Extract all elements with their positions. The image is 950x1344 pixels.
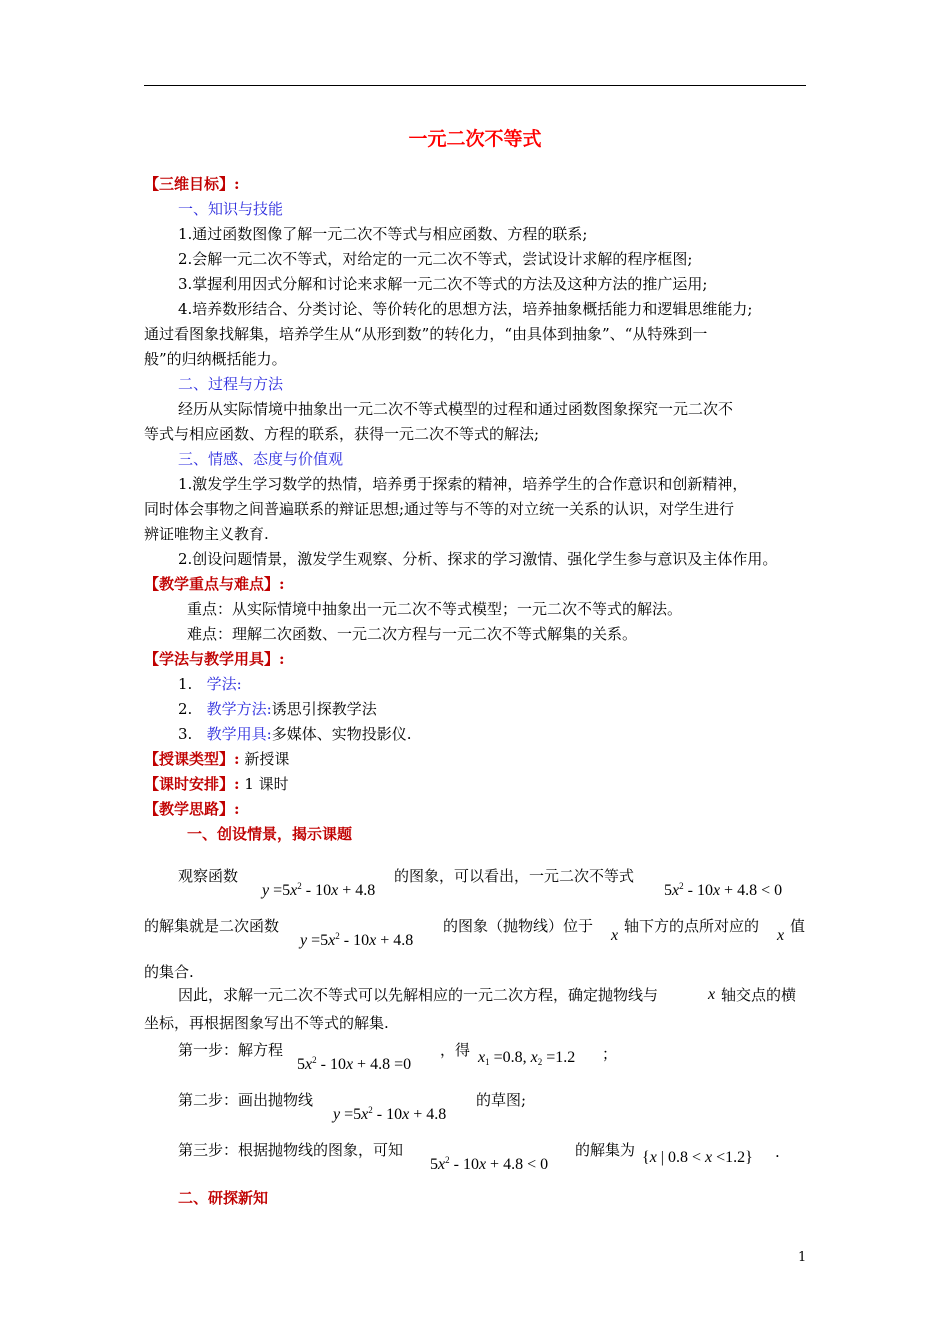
page-title: 一元二次不等式 — [408, 128, 542, 150]
knowledge-item-4: 4.培养数形结合、分类讨论、等价转化的思想方法，培养抽象概括能力和逻辑思维能力; — [178, 300, 753, 318]
formula-function-2: $y =5x^2 - 10x + 4.8$ — [300, 931, 414, 949]
process-text-cont: 等式与相应函数、方程的联系，获得一元二次不等式的解法; — [144, 425, 540, 443]
formula-inequality-2: $5x^2 - 10x + 4.8 < 0$ — [430, 1155, 549, 1173]
process-text: 经历从实际情境中抽象出一元二次不等式模型的过程和通过函数图象探究一元二次不 — [178, 400, 734, 418]
thinking-part-2: 二、研探新知 — [178, 1189, 269, 1207]
method-2-number: 2. — [178, 700, 193, 718]
knowledge-item-4-cont: 通过看图象找解集，培养学生从“从形到数”的转化力，“由具体到抽象”、“从特殊到一 — [144, 325, 708, 343]
solset-text: 的解集就是二次函数 — [144, 917, 280, 935]
lesson-type-value: 新授课 — [244, 750, 290, 768]
formula-function-3: $y =5x^2 - 10x + 4.8$ — [333, 1105, 447, 1123]
key-heading: 【教学重点与难点】: — [144, 575, 285, 593]
knowledge-item-2: 2.会解一元二次不等式，对给定的一元二次不等式，尝试设计求解的程序框图; — [178, 250, 693, 268]
emotion-item-1: 1.激发学生学习数学的热情，培养勇于探索的精神，培养学生的合作意识和创新精神， — [178, 475, 748, 493]
emotion-item-1-end: 辨证唯物主义教育. — [144, 525, 269, 543]
header-rule — [144, 85, 806, 86]
collection-text: 的集合. — [144, 963, 194, 981]
method-3-number: 3. — [178, 725, 193, 743]
goals-section-1: 一、知识与技能 — [178, 200, 284, 218]
step-3-end: . — [775, 1143, 780, 1161]
step-1-end: ； — [602, 1045, 618, 1063]
therefore-text-cont: 坐标，再根据图象写出不等式的解集. — [144, 1014, 389, 1032]
method-2-label: 教学方法: — [206, 700, 272, 718]
schedule-value: 1 课时 — [244, 775, 289, 793]
formula-inequality-1: $5x^2 - 10x + 4.8 < 0$ — [664, 881, 783, 899]
solset-end: 值 — [790, 917, 806, 935]
emotion-item-2: 2.创设问题情景，激发学生观察、分析、探求的学习激情、强化学生参与意识及主体作用。 — [178, 550, 778, 568]
therefore-text-b: 轴交点的横 — [721, 986, 797, 1004]
method-3-text: 多媒体、实物投影仪. — [271, 725, 412, 743]
step-2-end: 的草图; — [476, 1091, 527, 1109]
thinking-heading: 【教学思路】: — [144, 800, 240, 818]
observe-text: 观察函数 — [178, 867, 239, 885]
step-1-text: 第一步：解方程 — [178, 1041, 284, 1059]
knowledge-item-1: 1.通过函数图像了解一元二次不等式与相应函数、方程的联系; — [178, 225, 588, 243]
formula-solution-set: {x | 0.8 < x <1.2} — [642, 1149, 753, 1166]
formula-equation: $5x^2 - 10x + 4.8 =0$ — [297, 1055, 412, 1073]
solset-mid: 的图象（抛物线）位于 — [443, 917, 594, 935]
method-3-label: 教学用具: — [206, 725, 272, 743]
method-1-number: 1. — [178, 675, 193, 693]
knowledge-item-3: 3.掌握利用因式分解和讨论来求解一元二次不等式的方法及这种方法的推广运用; — [178, 275, 708, 293]
method-2-text: 诱思引探教学法 — [271, 700, 377, 718]
lesson-type — [144, 749, 289, 769]
schedule — [144, 774, 289, 794]
methods-heading: 【学法与教学用具】: — [144, 650, 285, 668]
step-3-text: 第三步：根据抛物线的图象，可知 — [178, 1141, 404, 1159]
observe-mid: 的图象，可以看出，一元二次不等式 — [394, 867, 635, 885]
method-item-3 — [178, 724, 411, 744]
var-x-1: x — [611, 927, 619, 944]
formula-roots: $x_1 =0.8$, $x_2 =1.2$ — [478, 1049, 576, 1067]
emotion-item-1-cont: 同时体会事物之间普遍联系的辩证思想;通过等与不等的对立统一关系的认识，对学生进行 — [144, 500, 735, 518]
solset-axis: 轴下方的点所对应的 — [624, 917, 760, 935]
formula-function-1: $y =5x^2 - 10x + 4.8$ — [262, 881, 376, 899]
step-2-text: 第二步：画出抛物线 — [178, 1091, 314, 1109]
lesson-type-label: 【授课类型】: — [144, 750, 240, 768]
goals-heading: 【三维目标】: — [144, 175, 240, 193]
key-focus: 重点：从实际情境中抽象出一元二次不等式模型；一元二次不等式的解法。 — [187, 600, 683, 618]
schedule-label: 【课时安排】: — [144, 775, 240, 793]
method-item-2 — [178, 699, 377, 719]
method-item-1 — [178, 674, 242, 694]
thinking-part-1: 一、创设情景，揭示课题 — [187, 825, 353, 843]
key-difficulty: 难点：理解二次函数、一元二次方程与一元二次不等式解集的关系。 — [187, 625, 638, 643]
therefore-text: 因此，求解一元二次不等式可以先解相应的一元二次方程，确定抛物线与 — [178, 986, 659, 1004]
page-number: 1 — [798, 1250, 807, 1265]
var-x-3: x — [708, 986, 716, 1003]
method-1-label: 学法: — [206, 675, 242, 693]
var-x-2: x — [777, 927, 785, 944]
goals-section-3: 三、情感、态度与价值观 — [178, 450, 344, 468]
goals-section-2: 二、过程与方法 — [178, 375, 284, 393]
knowledge-item-4-end: 般”的归纳概括能力。 — [144, 350, 287, 368]
step-1-get: ，得 — [440, 1041, 471, 1059]
step-3-mid: 的解集为 — [575, 1141, 636, 1159]
